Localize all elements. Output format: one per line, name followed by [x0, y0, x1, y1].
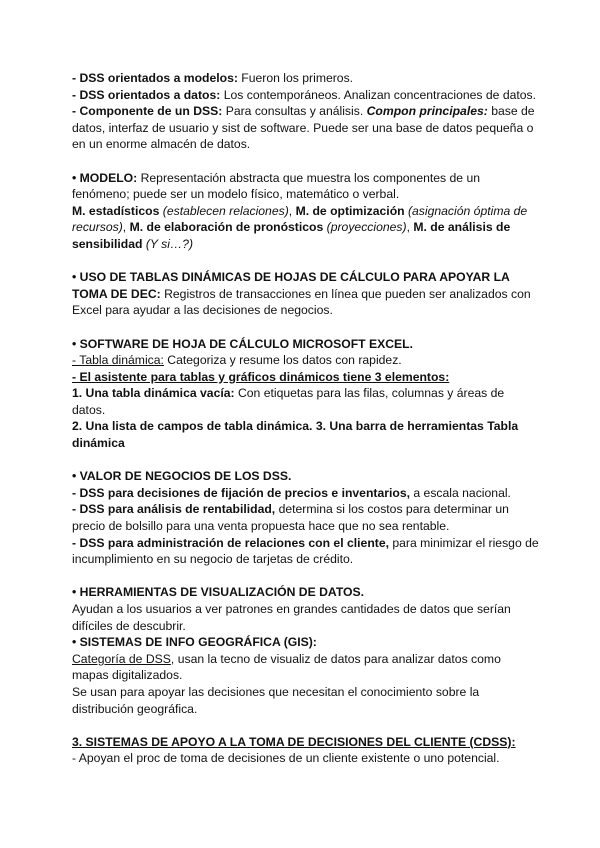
modelo-sensibilidad: M. de análisis de sensibilidad: [72, 220, 511, 251]
cdss-text: - Apoyan el proc de toma de decisiones de un cliente existente o uno potencial.: [72, 751, 500, 766]
tabla-dinamica-line: [72, 352, 540, 369]
modelo-pronosticos-note: (proyecciones): [323, 220, 407, 235]
modelo-estadisticos: M. estadísticos: [72, 203, 160, 218]
gis-categoria-text: , usan la tecno de visualiz de datos para analizar datos como mapas digitalizados.: [72, 651, 501, 683]
dss-componente-term: - Componente de un DSS:: [72, 104, 223, 119]
dss-clientes-text: para minimizar el riesgo de incumplimiento en su negocio de tarjetas de crédito.: [72, 535, 539, 567]
dss-clientes-term: - DSS para administración de relaciones con el cliente,: [72, 535, 389, 550]
valor-negocios-heading: • VALOR DE NEGOCIOS DE LOS DSS.: [72, 469, 292, 484]
visualizacion-text: Ayudan a los usuarios a ver patrones en grandes cantidades de datos que serían difíciles de descubrir.: [72, 602, 511, 633]
dss-rentabilidad-term: - DSS para análisis de rentabilidad,: [72, 502, 276, 517]
modelo-estadisticos-note: (establecen relaciones): [159, 203, 289, 218]
modelo-optimizacion-note: (asignación óptima de recursos): [72, 203, 528, 235]
visualizacion-heading: • HERRAMIENTAS DE VISUALIZACIÓN DE DATOS.: [72, 585, 365, 600]
dss-modelos-term: - DSS orientados a modelos:: [72, 71, 238, 85]
dss-datos-line: [72, 87, 540, 104]
dss-componente-line: [72, 103, 540, 153]
cdss-heading: 3. SISTEMAS DE APOYO A LA TOMA DE DECISIONES DEL CLIENTE (CDSS):: [72, 734, 516, 749]
modelo-pronosticos: M. de elaboración de pronósticos: [129, 220, 324, 235]
modelo-heading: • MODELO:: [72, 170, 138, 185]
modelos-types-paragraph: [72, 203, 540, 253]
gis-categoria-term: Categoría de DSS: [72, 651, 171, 666]
dss-componente-text: Para consultas y análisis.: [222, 104, 367, 119]
dss-clientes-line: [72, 535, 540, 568]
elemento-1-text: Con etiquetas para las filas, columnas y áreas de datos.: [72, 386, 505, 417]
visualizacion-heading-line: [72, 584, 540, 601]
dss-datos-term: - DSS orientados a datos:: [72, 87, 221, 102]
excel-heading-line: [72, 336, 540, 353]
tablas-dinamicas-heading: • USO DE TABLAS DINÁMICAS DE HOJAS DE CÁLCULO PARA APOYAR LA TOMA DE DEC:: [72, 270, 510, 301]
dss-modelos-text: Fueron los primeros.: [237, 71, 354, 85]
tabla-dinamica-term: - Tabla dinámica:: [72, 353, 164, 368]
gis-categoria-line: [72, 651, 540, 684]
elemento-2-3-text: 2. Una lista de campos de tabla dinámica. 3. Una barra de herramientas Tabla dinámica: [72, 419, 519, 451]
modelo-text: Representación abstracta que muestra los componentes de un fenómeno; puede ser un modelo físico, matemático o verbal.: [72, 170, 481, 202]
gis-uso-text: Se usan para apoyar las decisiones que necesitan el conocimiento sobre la distribución geográfica.: [72, 684, 480, 716]
excel-heading: • SOFTWARE DE HOJA DE CÁLCULO MICROSOFT EXCEL.: [72, 336, 414, 351]
separator: ,: [122, 220, 130, 235]
modelo-paragraph: [72, 170, 540, 203]
valor-negocios-heading-line: [72, 468, 540, 485]
separator: ,: [406, 220, 414, 235]
dss-rentabilidad-text: determina si los costos para determinar un precio de bolsillo para una venta propuesta hace que no sea rentable.: [72, 502, 509, 534]
elemento-2-line: [72, 418, 540, 451]
modelo-optimizacion: M. de optimización: [295, 203, 405, 218]
dss-datos-text: Los contemporáneos. Analizan concentraciones de datos.: [220, 87, 537, 102]
separator: ,: [288, 203, 296, 218]
tablas-dinamicas-paragraph: [72, 269, 540, 319]
dss-componente-text-2: base de datos, interfaz de usuario y sist de software. Puede ser una base de datos pequeña o en un enorme almacén de datos.: [72, 104, 535, 152]
asistente-heading: - El asistente para tablas y gráficos dinámicos tiene 3 elementos:: [72, 369, 450, 384]
dss-precios-line: [72, 485, 540, 502]
tabla-dinamica-text: Categoriza y resume los datos con rapidez.: [163, 353, 402, 368]
asistente-line: [72, 369, 540, 386]
modelo-sensibilidad-note: (Y si…?): [142, 236, 194, 251]
dss-precios-text: a escala nacional.: [409, 485, 511, 500]
dss-rentabilidad-line: [72, 501, 540, 534]
elemento-1-line: [72, 385, 540, 418]
dss-modelos-line: [72, 70, 540, 87]
cdss-heading-line: [72, 734, 540, 751]
tablas-dinamicas-text: Registros de transacciones en línea que pueden ser analizados con Excel para ayudar a las decisiones de negocios.: [72, 286, 531, 318]
compon-principales-term: Compon principales:: [366, 104, 488, 119]
elemento-1-term: 1. Una tabla dinámica vacía:: [72, 386, 235, 401]
dss-precios-term: - DSS para decisiones de fijación de precios e inventarios,: [72, 485, 410, 500]
gis-heading-line: [72, 634, 540, 651]
gis-heading: • SISTEMAS DE INFO GEOGRÁFICA (GIS):: [72, 635, 317, 650]
